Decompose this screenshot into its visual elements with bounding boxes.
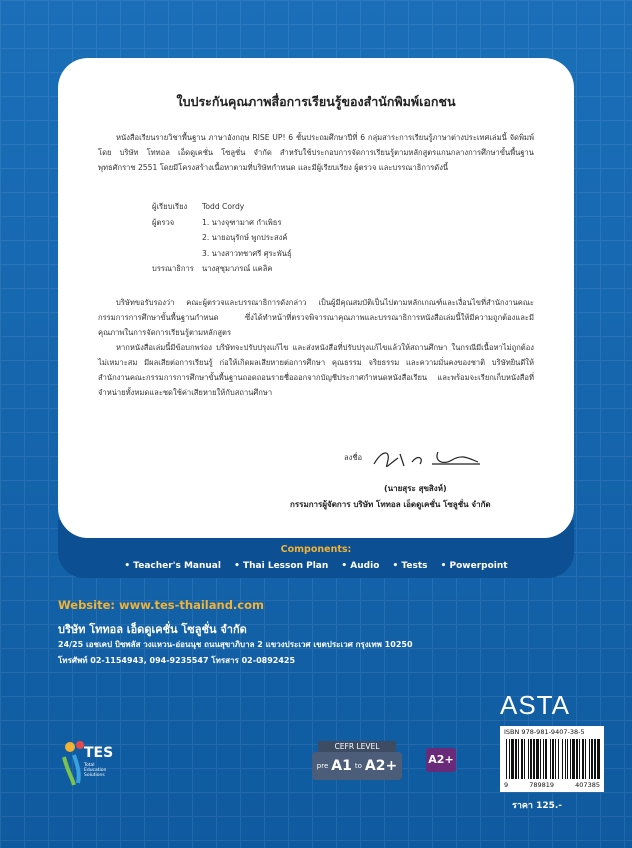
level-badge: A2+ — [426, 748, 456, 772]
company-address: 24/25 เอชเคป บิซพลัส วงแหวน-อ่อนนุช ถนนสุขาภิบาล 2 แขวงประเวศ เขตประเวศ กรุงเทพ 10250 — [58, 640, 413, 649]
components-heading: Components: — [280, 544, 352, 555]
reviewer-2: 2. นายอนุรักษ์ พูกประสงค์ — [202, 233, 288, 242]
component-item: • Powerpoint — [440, 561, 508, 571]
intro-paragraph: หนังสือเรียนรายวิชาพื้นฐาน ภาษาอังกฤษ RISE UP! 6 ชั้นประถมศึกษาปีที่ 6 กลุ่มสาระการเรียนรู้ภาษาต่างประเทศเล่มนี้ จัดพิมพ์โดย บริษัท โททอล เอ็ดดูเคชั่น โซลูชั่น จำกัด สำหรับใช้ประกอบการจัดการเรียนรู้ตามหลักสูตรแกนกลางการศึกษาขั้นพื้นฐาน พุทธศักราช 2551 โดยมีโครงสร้างเนื้อหาตามที่บริษัทกำหนด และมีผู้เรียบเรียง ผู้ตรวจ และบรรณาธิการดังนี้ — [98, 133, 534, 172]
cefr-range — [312, 752, 402, 780]
card-title: ใบประกันคุณภาพสื่อการเรียนรู้ของสำนักพิมพ์เอกชน — [176, 94, 456, 109]
component-item: • Audio — [341, 561, 380, 571]
reviewer-1: 1. นางจุฑามาศ กำเพิธร — [202, 217, 282, 227]
quality-assurance-card — [58, 58, 574, 538]
barcode-digits — [504, 781, 600, 789]
editor-name: นางสุชุมาภรณ์ แคลิค — [202, 264, 273, 273]
components-section — [58, 544, 574, 571]
component-item: • Tests — [392, 561, 428, 571]
cefr-label: CEFR LEVEL — [318, 741, 396, 753]
company-phone: โทรศัพท์ 02-1154943, 094-9235547 โทรสาร 02-0892425 — [58, 656, 296, 665]
editor-row — [152, 261, 534, 277]
cefr-pre: pre — [316, 762, 329, 770]
tes-logo-subtitle: Total Education Solutions — [84, 763, 107, 778]
component-item: • Teacher's Manual — [124, 561, 221, 571]
isbn-barcode — [500, 726, 604, 792]
isbn-text: ISBN 978-981-9407-38-5 — [504, 728, 585, 736]
author-label: ผู้เรียบเรียง — [152, 202, 188, 211]
cefr-level-badge — [312, 741, 402, 781]
components-list — [58, 561, 574, 571]
reviewer-label: ผู้ตรวจ — [152, 217, 175, 227]
staff-list — [152, 199, 534, 277]
website-link[interactable]: Website: www.tes-thailand.com — [58, 598, 264, 612]
barcode-icon — [504, 739, 600, 779]
certification-paragraph: บริษัทขอรับรองว่า คณะผู้ตรวจและบรรณาธิการดังกล่าว เป็นผู้มีคุณสมบัติเป็นไปตามหลักเกณฑ์และเงื่อนไขที่สำนักงานคณะกรรมการการศึกษาขั้นพื้นฐานกำหนด ซึ่งได้ทำหน้าที่ตรวจพิจารณาคุณภาพและบรรณาธิการหนังสือเล่มนี้ให้มีความถูกต้องและมีคุณภาพในการจัดการเรียนรู้ตามหลักสูตร — [98, 297, 534, 337]
editor-label: บรรณาธิการ — [152, 264, 194, 273]
liability-paragraph: หากหนังสือเล่มนี้มีข้อบกพร่อง บริษัทจะปรับปรุงแก้ไข และส่งหนังสือที่ปรับปรุงแก้ไขแล้วให้สถานศึกษา ในกรณีมีเนื้อหาไม่ถูกต้อง ไม่เหมาะสม มีผลเสียต่อการเรียนรู้ ก่อให้เกิดผลเสียหายต่อการศึกษา คุณธรรม จริยธรรม และความมั่นคงของชาติ บริษัทยินดีให้สำนักงานคณะกรรมการการศึกษาขั้นพื้นฐานถอดถอนรายชื่อออกจากบัญชีประกาศกำหนดหนังสือเรียน และพร้อมจะเรียกเก็บหนังสือที่จำหน่ายทั้งหมดและชดใช้ค่าเสียหายให้กับสถานศึกษา — [98, 342, 534, 397]
reviewer-row — [152, 246, 534, 262]
tes-logo — [58, 733, 118, 795]
barcode-digit-right: 407385 — [575, 781, 600, 789]
signer-name: (นายสุระ สุขสิงห์) — [384, 484, 447, 493]
reviewer-row — [152, 230, 534, 246]
barcode-digit-lead: 9 — [504, 781, 509, 789]
cefr-to: A2+ — [364, 758, 398, 774]
asta-logo: ASTA — [500, 690, 570, 720]
sign-label: ลงชื่อ — [344, 453, 363, 462]
reviewer-3: 3. นางสาวทชาศรี ศุระพันธุ์ — [202, 248, 292, 258]
tes-logo-text: TES — [84, 745, 114, 761]
author-name: Todd Cordy — [202, 202, 245, 211]
signer-title: กรรมการผู้จัดการ บริษัท โททอล เอ็ดดูเคชั่น โซลูชั่น จำกัด — [290, 500, 491, 509]
component-item: • Thai Lesson Plan — [234, 561, 329, 571]
cefr-from: A1 — [331, 758, 352, 774]
barcode-digit-left: 789819 — [529, 781, 555, 789]
price-label: ราคา 125.- — [512, 801, 563, 811]
cefr-to-word: to — [354, 762, 362, 770]
signature-icon — [368, 446, 488, 472]
reviewer-row — [152, 215, 534, 231]
author-row — [152, 199, 534, 215]
company-name: บริษัท โททอล เอ็ดดูเคชั่น โซลูชั่น จำกัด — [58, 623, 247, 636]
